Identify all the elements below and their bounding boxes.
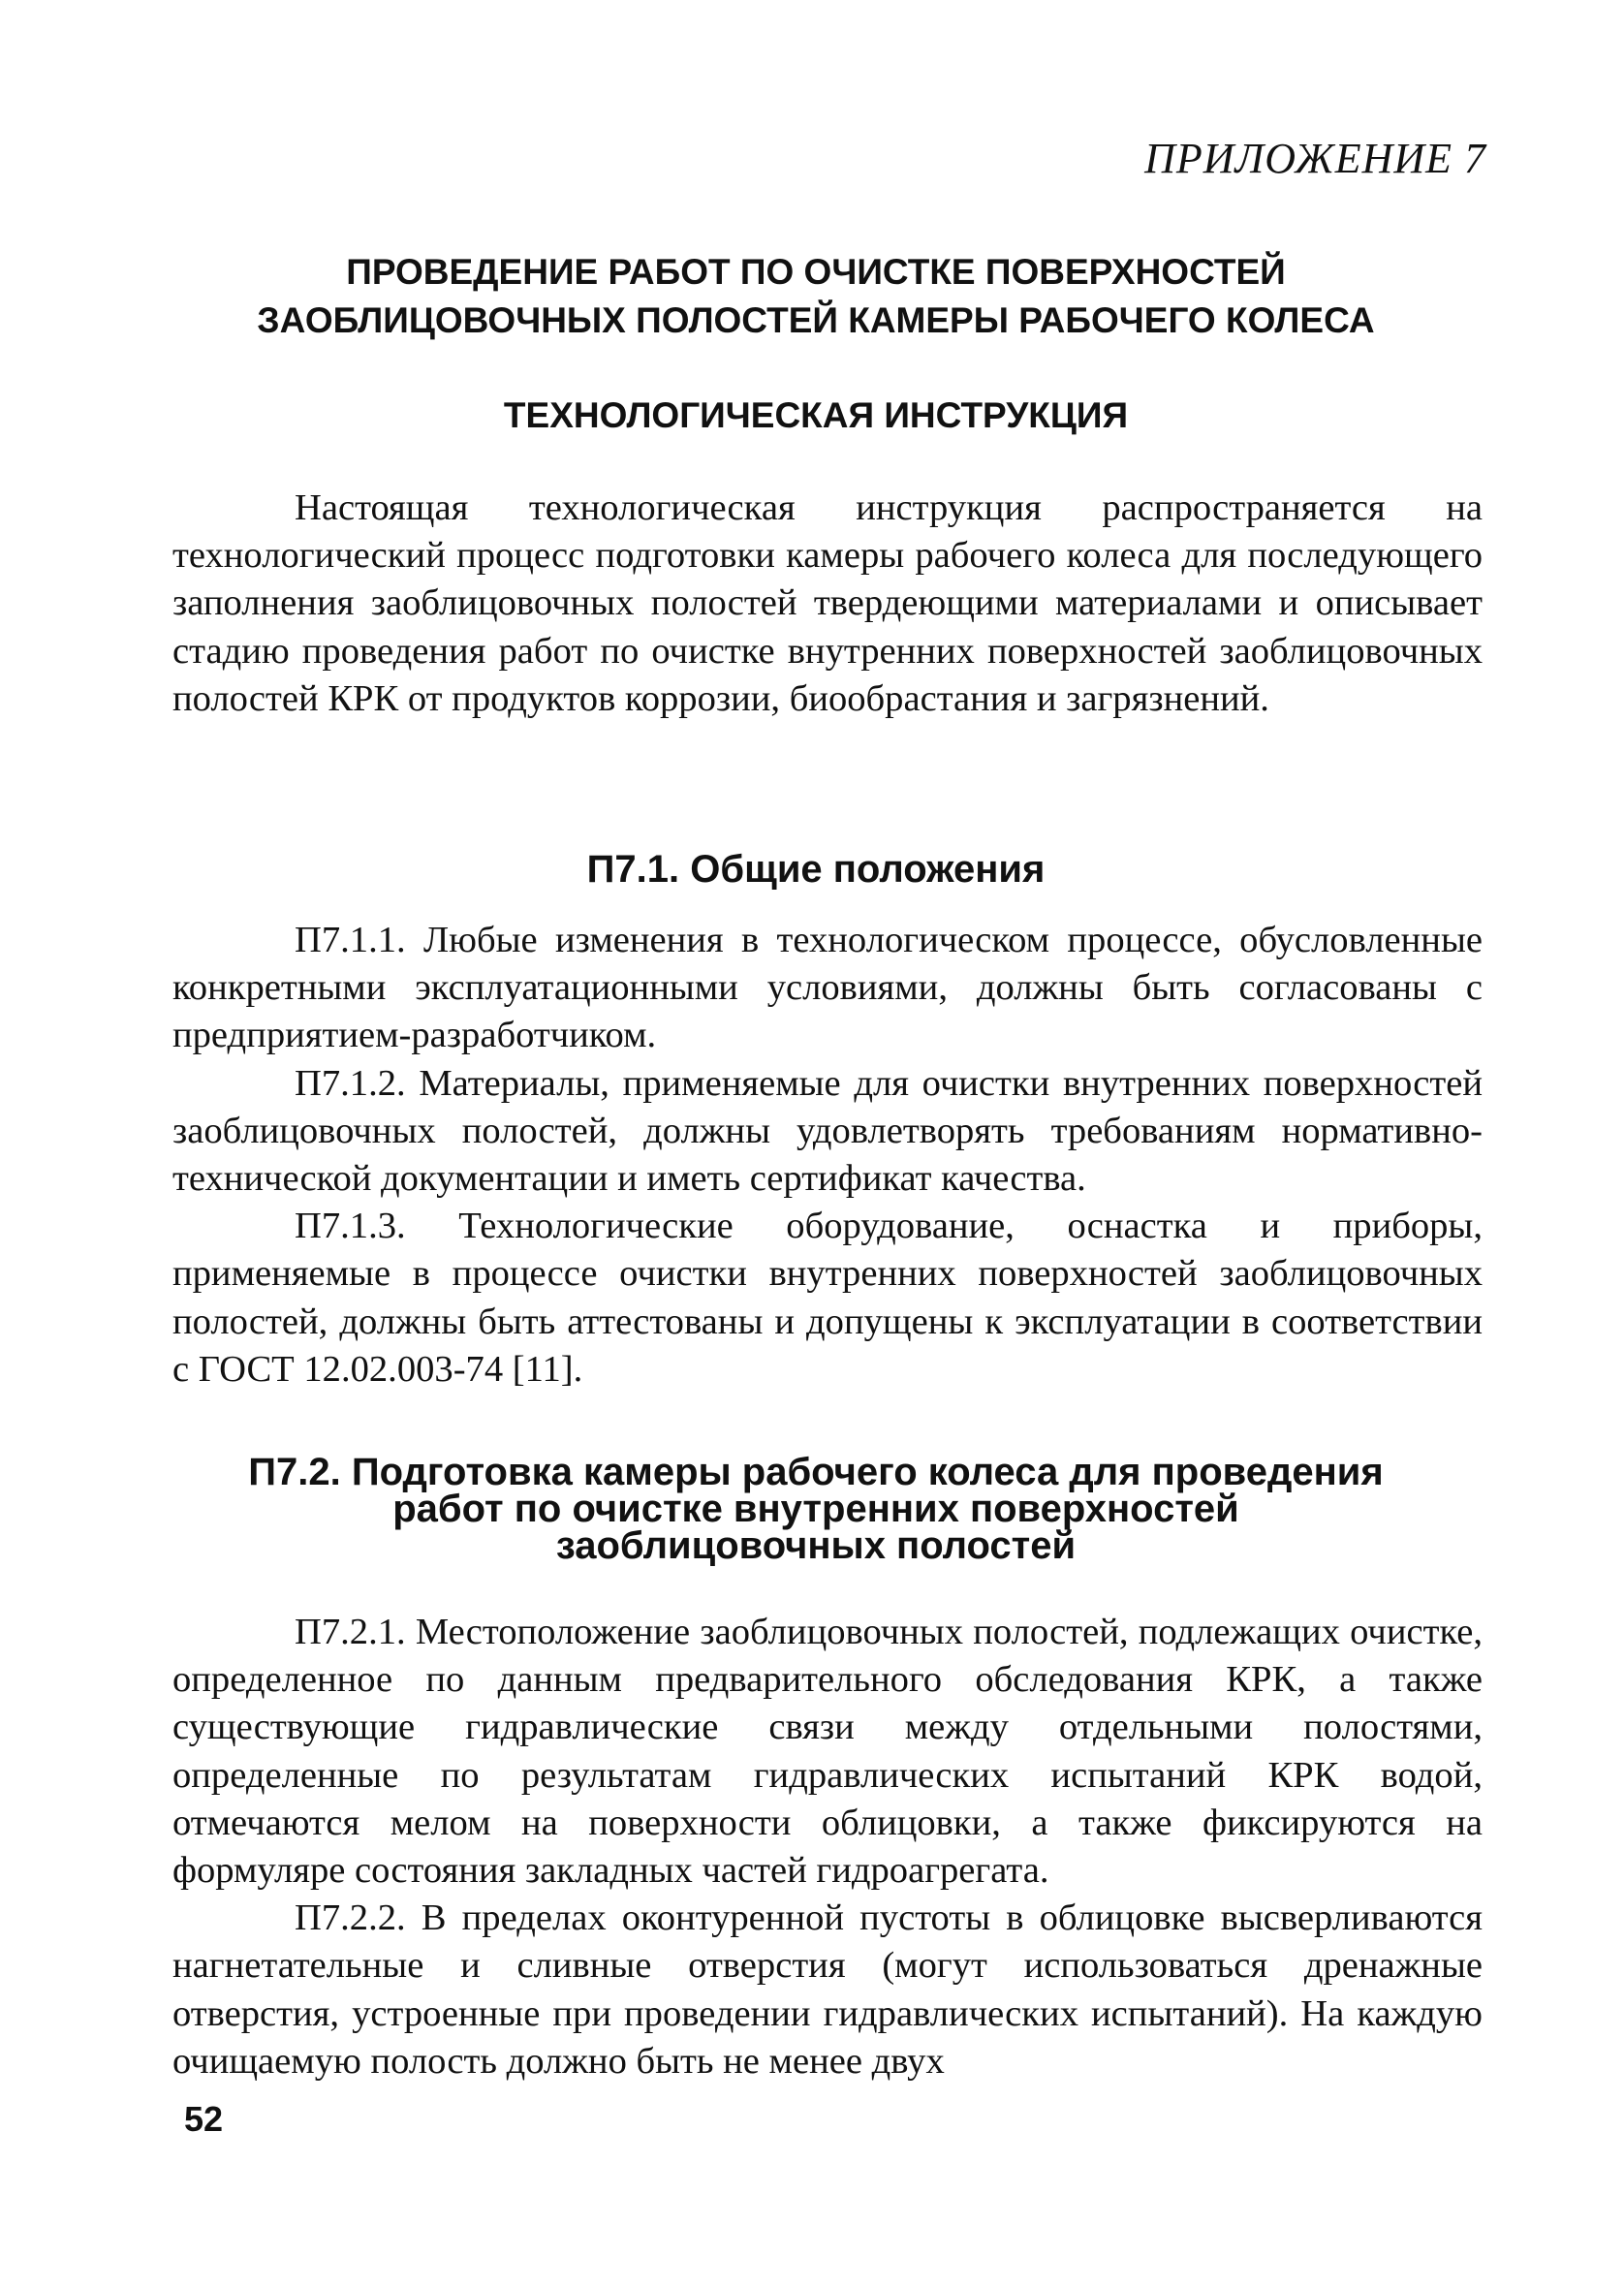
- page-number: 52: [184, 2099, 224, 2139]
- title-line: ЗАОБЛИЦОВОЧНЫХ ПОЛОСТЕЙ КАМЕРЫ РАБОЧЕГО КОЛЕСА: [257, 300, 1375, 340]
- intro-paragraph: Настоящая технологическая инструкция распространяется на технологический процесс подготовки камеры рабочего колеса для последующего заполнения заоблицовочных полостей твердеющими материалами и описывает стадию проведения работ по очистке внутренних поверхностей заоблицовочных полостей КРК от продуктов коррозии, биообрастания и загрязнений.: [172, 487, 1483, 719]
- section-1-body: [172, 917, 1483, 1394]
- paragraph-p7-1-2: П7.1.2. Материалы, применяемые для очистки внутренних поверхностей заоблицовочных полостей, должны удовлетворять требованиям нормативно-технической документации и иметь сертификат качества.: [172, 1062, 1483, 1200]
- document-title: [155, 248, 1477, 345]
- heading-line: работ по очистке внутренних поверхностей: [392, 1488, 1239, 1530]
- heading-line: П7.2. Подготовка камеры рабочего колеса для проведения: [248, 1451, 1384, 1493]
- paragraph-p7-1-1: П7.1.1. Любые изменения в технологическом процессе, обусловленные конкретными эксплуатационными условиями, должны быть согласованы с предприятием-разработчиком.: [172, 920, 1483, 1056]
- section-2-body: [172, 1609, 1483, 2085]
- intro-block: [172, 485, 1483, 723]
- section-1-heading: П7.1. Общие положения: [586, 848, 1046, 891]
- title-line: ПРОВЕДЕНИЕ РАБОТ ПО ОЧИСТКЕ ПОВЕРХНОСТЕЙ: [346, 252, 1286, 292]
- paragraph-p7-2-2: П7.2.2. В пределах оконтуренной пустоты в облицовке высверливаются нагнетательные и сливные отверстия (могут использоваться дренажные отверстия, устроенные при проведении гидравлических испытаний). На каждую очищаемую полость должно быть не менее двух: [172, 1897, 1483, 2082]
- document-subtitle: ТЕХНОЛОГИЧЕСКАЯ ИНСТРУКЦИЯ: [503, 395, 1129, 435]
- appendix-label: ПРИЛОЖЕНИЕ 7: [1144, 135, 1486, 182]
- paragraph-p7-2-1: П7.2.1. Местоположение заоблицовочных полостей, подлежащих очистке, определенное по данным предварительного обследования КРК, а также существующие гидравлические связи между отдельными полостями, определенные по результатам гидравлических испытаний КРК водой, отмечаются мелом на поверхности облицовки, а также фиксируются на формуляре состояния закладных частей гидроагрегата.: [172, 1612, 1483, 1892]
- heading-line: заоблицовочных полостей: [555, 1524, 1077, 1567]
- paragraph-p7-1-3: П7.1.3. Технологические оборудование, оснастка и приборы, применяемые в процессе очистки внутренних поверхностей заоблицовочных полостей, должны быть аттестованы и допущены к эксплуатации в соответствии с ГОСТ 12.02.003-74 [11].: [172, 1206, 1483, 1390]
- section-2-heading: [155, 1451, 1477, 1567]
